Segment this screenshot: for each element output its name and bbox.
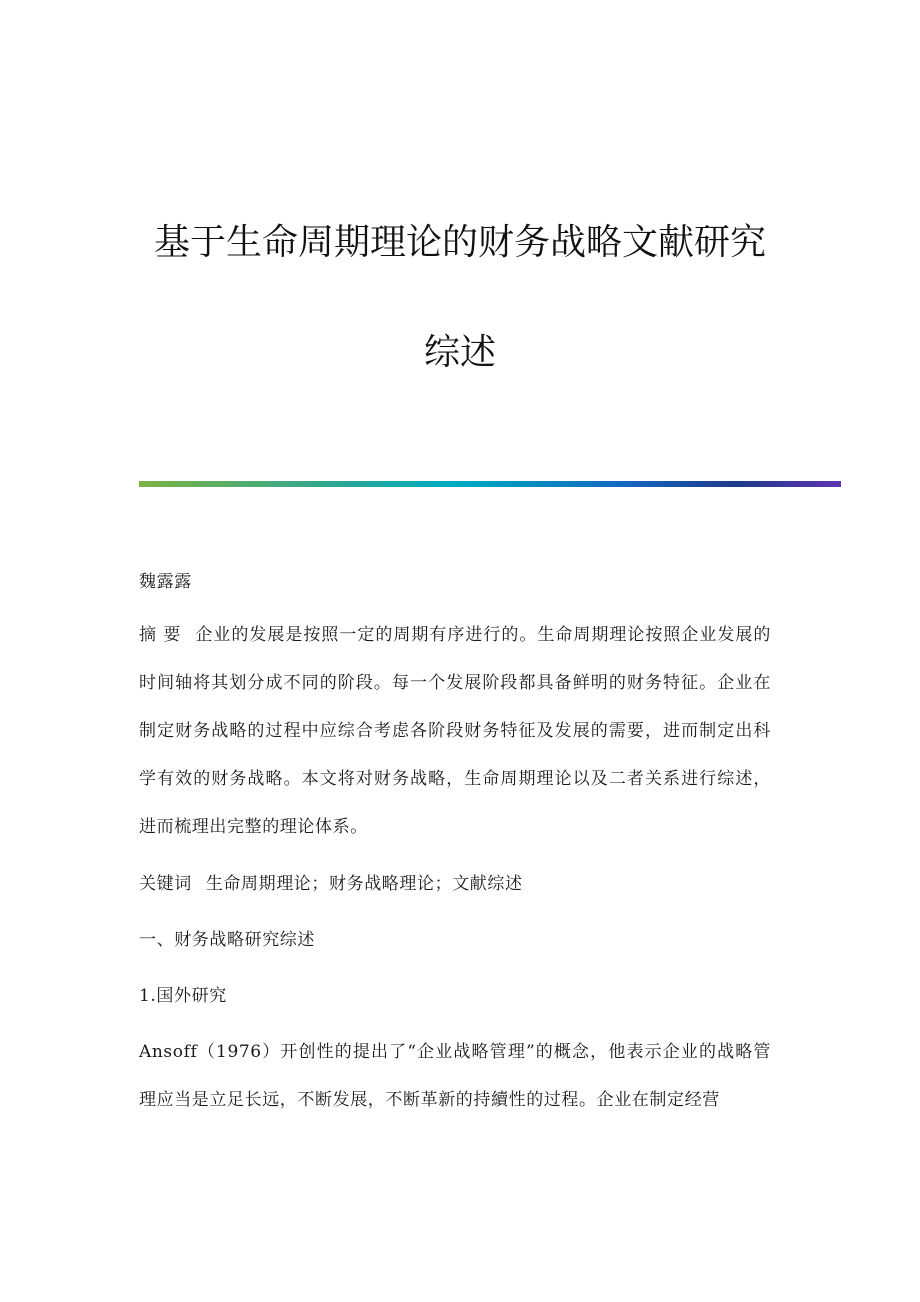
gradient-divider — [139, 481, 841, 487]
title-line-2: 综述 — [423, 332, 496, 373]
subsection-heading: 1.国外研究 — [139, 986, 227, 1006]
author-name: 魏露露 — [139, 572, 192, 592]
abstract — [139, 611, 771, 851]
body-paragraph: Ansoff（1976）开创性的提出了“企业战略管理”的概念，他表示企业的战略管理应当是立足长远，不断发展，不断革新的持續性的过程。企业在制定经营 — [139, 1042, 771, 1110]
abstract-text: 企业的发展是按照一定的周期有序进行的。生命周期理论按照企业发展的时间轴将其划分成不同的阶段。每一个发展阶段都具备鲜明的财务特征。企业在制定财务战略的过程中应综合考虑各阶段财务特征及发展的需要，进而制定出科学有效的财务战略。本文将对财务战略，生命周期理论以及二者关系进行综述，进而梳理出完整的理论体系。 — [139, 625, 771, 837]
keywords-text: 生命周期理论；财务战略理论；文献综述 — [205, 874, 523, 894]
section-heading: 一、财务战略研究综述 — [139, 930, 315, 950]
keywords — [139, 860, 771, 908]
document-title — [0, 188, 920, 408]
title-line-1: 基于生命周期理论的财务战略文献研究 — [153, 222, 766, 263]
abstract-label: 摘 要 — [139, 625, 182, 645]
keywords-label: 关键词 — [139, 874, 192, 894]
